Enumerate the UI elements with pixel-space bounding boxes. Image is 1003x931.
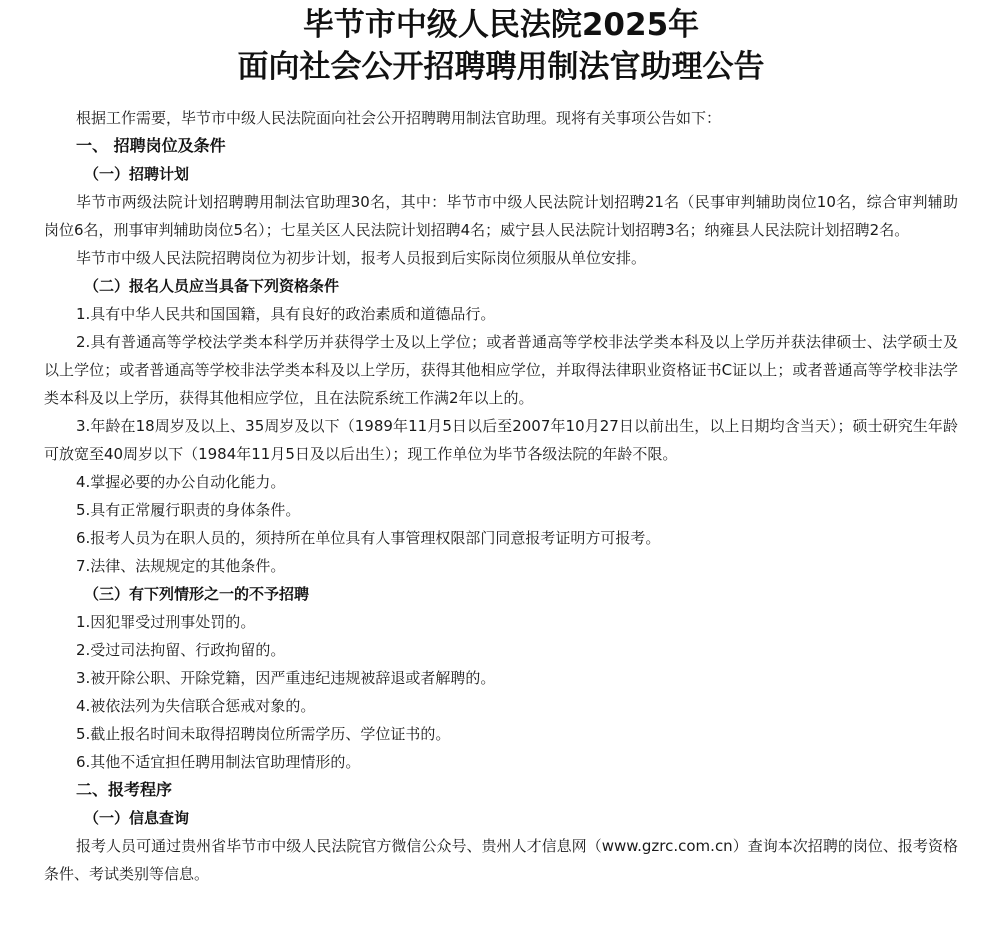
qualification-item-4: 4.掌握必要的办公自动化能力。 <box>76 473 286 491</box>
section-1-sub-3-heading: （三）有下列情形之一的不予招聘 <box>84 585 310 603</box>
qualification-item-5: 5.具有正常履行职责的身体条件。 <box>76 501 301 519</box>
recruitment-plan-note: 毕节市中级人民法院招聘岗位为初步计划，报考人员报到后实际岗位须服从单位安排。 <box>76 249 647 267</box>
qualification-item-1: 1.具有中华人民共和国国籍，具有良好的政治素质和道德品行。 <box>76 305 496 323</box>
recruitment-plan-paragraph: 毕节市两级法院计划招聘聘用制法官助理30名，其中：毕节市中级人民法院计划招聘21名（民事审判辅助岗位10名，综合审判辅助岗位6名，刑事审判辅助岗位5名）；七星关区人民法院计划招聘4名；威宁县人民法院计划招聘3名；纳雍县人民法院计划招聘2名。 <box>44 193 958 239</box>
section-1-sub-1-heading: （一）招聘计划 <box>84 165 190 183</box>
page-title-line-1: 毕节市中级人民法院2025年 <box>302 7 700 43</box>
qualification-item-7: 7.法律、法规规定的其他条件。 <box>76 557 286 575</box>
section-1-heading: 一、 招聘岗位及条件 <box>76 136 226 155</box>
page-title-line-2: 面向社会公开招聘聘用制法官助理公告 <box>237 49 765 85</box>
section-1-sub-2-heading: （二）报名人员应当具备下列资格条件 <box>84 277 340 295</box>
section-2-heading: 二、报考程序 <box>76 780 173 799</box>
qualification-item-3: 3.年龄在18周岁及以上、35周岁及以下（1989年11月5日以后至2007年10月27日以前出生，以上日期均含当天）；硕士研究生年龄可放宽至40周岁以下（1984年11月5日及以后出生）；现工作单位为毕节各级法院的年龄不限。 <box>44 417 958 463</box>
exclusion-item-1: 1.因犯罪受过刑事处罚的。 <box>76 613 256 631</box>
exclusion-item-4: 4.被依法列为失信联合惩戒对象的。 <box>76 697 316 715</box>
exclusion-item-6: 6.其他不适宜担任聘用制法官助理情形的。 <box>76 753 361 771</box>
intro-paragraph: 根据工作需要，毕节市中级人民法院面向社会公开招聘聘用制法官助理。现将有关事项公告如下： <box>76 109 722 127</box>
info-query-paragraph: 报考人员可通过贵州省毕节市中级人民法院官方微信公众号、贵州人才信息网（www.gzrc.com.cn）查询本次招聘的岗位、报考资格条件、考试类别等信息。 <box>44 837 958 883</box>
exclusion-item-5: 5.截止报名时间未取得招聘岗位所需学历、学位证书的。 <box>76 725 451 743</box>
announcement-page <box>44 0 958 888</box>
qualification-item-6: 6.报考人员为在职人员的，须持所在单位具有人事管理权限部门同意报考证明方可报考。 <box>76 529 661 547</box>
qualification-item-2: 2.具有普通高等学校法学类本科学历并获得学士及以上学位；或者普通高等学校非法学类本科及以上学历并获法律硕士、法学硕士及以上学位；或者普通高等学校非法学类本科及以上学历，获得其他相应学位，并取得法律职业资格证书C证以上；或者普通高等学校非法学类本科及以上学历，获得其他相应学位，且在法院系统工作满2年以上的。 <box>44 333 958 407</box>
exclusion-item-3: 3.被开除公职、开除党籍，因严重违纪违规被辞退或者解聘的。 <box>76 669 496 687</box>
section-2-sub-1-heading: （一）信息查询 <box>84 809 190 827</box>
exclusion-item-2: 2.受过司法拘留、行政拘留的。 <box>76 641 286 659</box>
